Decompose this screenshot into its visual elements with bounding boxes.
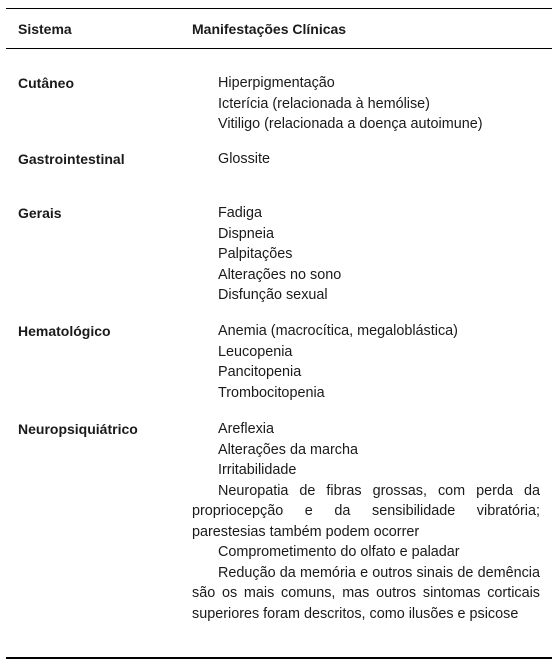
manifestation-paragraph: Neuropatia de fibras grossas, com perda da propriocepção e da sensibilidade vibratória; parestesias também podem ocorrer <box>192 482 540 540</box>
manifestations-neuropsiquiatrico <box>192 419 540 624</box>
manifestation-item: Hiperpigmentação <box>218 75 335 91</box>
manifestation-paragraph: Redução da memória e outros sinais de demência são os mais comuns, mas outros sintomas corticais superiores foram descritos, como ilusões e psicose <box>192 564 540 622</box>
manifestation-item: Areflexia <box>218 421 274 437</box>
manifestation-item: Palpitações <box>218 246 293 262</box>
system-label-cutaneo: Cutâneo <box>18 75 74 91</box>
manifestation-item: Alterações da marcha <box>218 441 358 458</box>
manifestations-hematologico <box>192 321 540 403</box>
system-label-neuropsiquiatrico: Neuropsiquiátrico <box>18 421 138 437</box>
manifestation-item: Glossite <box>218 151 270 167</box>
manifestations-gerais <box>192 203 540 306</box>
manifestation-item: Fadiga <box>218 205 263 221</box>
column-header-manifestacoes: Manifestações Clínicas <box>192 21 347 37</box>
manifestations-cutaneo <box>192 73 540 135</box>
manifestation-item: Anemia (macrocítica, megaloblástica) <box>218 323 458 339</box>
manifestation-item: Pancitopenia <box>218 364 302 380</box>
manifestation-item: Vitiligo (relacionada a doença autoimune) <box>218 116 483 132</box>
manifestation-item: Disfunção sexual <box>218 287 328 303</box>
manifestation-paragraph: Comprometimento do olfato e paladar <box>218 544 460 560</box>
manifestation-item: Trombocitopenia <box>218 384 325 401</box>
manifestation-item: Icterícia (relacionada à hemólise) <box>218 95 430 112</box>
manifestation-item: Dispneia <box>218 225 274 242</box>
manifestation-item: Leucopenia <box>218 343 293 360</box>
manifestation-item: Alterações no sono <box>218 266 342 283</box>
manifestation-item: Irritabilidade <box>218 462 297 478</box>
table-top-rule <box>6 8 552 9</box>
system-label-hematologico: Hematológico <box>18 323 111 339</box>
system-label-gastrointestinal: Gastrointestinal <box>18 151 125 167</box>
column-header-sistema: Sistema <box>18 21 72 37</box>
system-label-gerais: Gerais <box>18 205 62 221</box>
table-bottom-rule <box>6 657 552 659</box>
manifestations-gastrointestinal <box>192 149 540 170</box>
header-divider-rule <box>6 48 552 49</box>
